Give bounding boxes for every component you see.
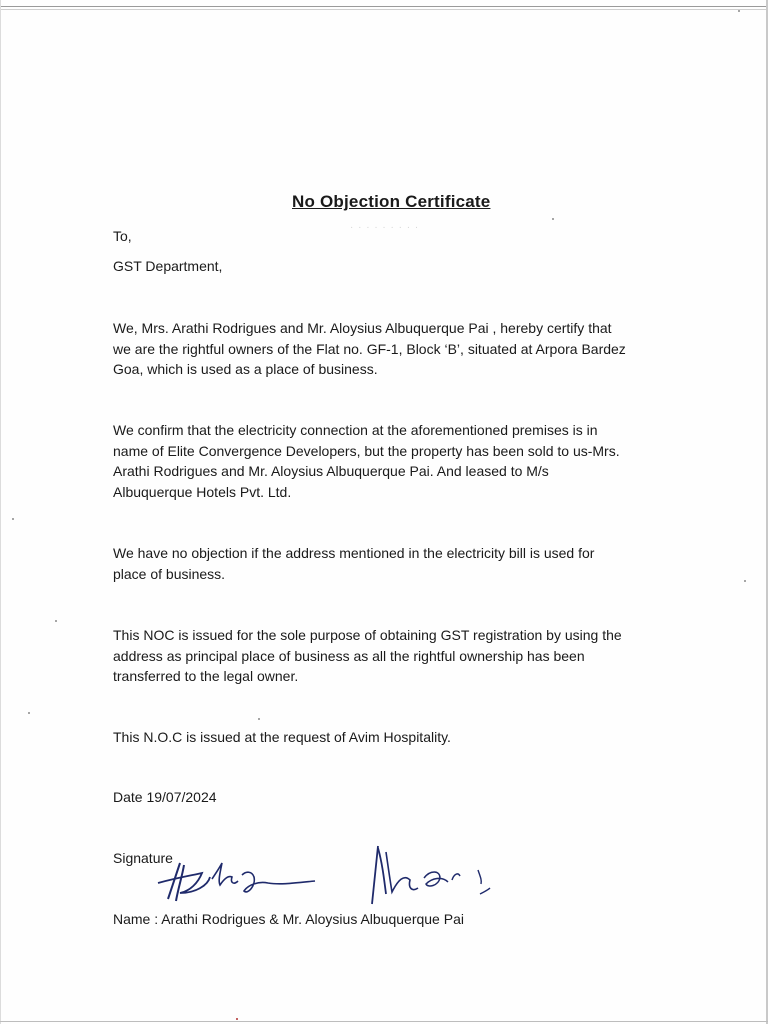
scan-speck [738, 10, 740, 12]
signatory-names: Name : Arathi Rodrigues & Mr. Aloysius Albuquerque Pai [113, 911, 464, 927]
scan-speck [744, 580, 746, 582]
scan-speck [258, 718, 260, 720]
signature-label: Signature [113, 850, 173, 866]
scan-speck [12, 518, 14, 520]
paragraph-request: This N.O.C is issued at the request of Avim Hospitality. [113, 729, 451, 745]
paragraph-purpose: This NOC is issued for the sole purpose of obtaining GST registration by using the address as principal place of business as all the rightful ownership has been transferred to the legal owner. [113, 627, 622, 684]
paragraph-certification: We, Mrs. Arathi Rodrigues and Mr. Aloysius Albuquerque Pai , hereby certify that we are the rightful owners of the Flat no. GF-1, Block ‘B’, situated at Arpora Bardez Goa, which is used as a place of business. [113, 320, 626, 377]
signature-arathi-rodrigues [150, 855, 325, 905]
document-date: Date 19/07/2024 [113, 789, 217, 805]
scan-speck [28, 712, 30, 714]
signature-aloysius-albuquerque-pai [368, 840, 493, 910]
scan-border-top-inner [0, 9, 768, 10]
paragraph-no-objection: We have no objection if the address mentioned in the electricity bill is used for place of business. [113, 545, 595, 582]
addressee: GST Department, [113, 258, 223, 274]
scan-border-top [0, 6, 768, 7]
scan-speck [552, 218, 554, 220]
paragraph-electricity: We confirm that the electricity connection at the aforementioned premises is in name of Elite Convergence Developers, but the property has been sold to us-Mrs. Arathi Rodrigues and Mr. Aloysius Albuquerque Pai. And leased to M/s Albuquerque Hotels Pvt. Ltd. [113, 422, 620, 500]
document-title: No Objection Certificate [292, 192, 491, 211]
scan-border-bottom [0, 1021, 768, 1022]
salutation-to: To, [113, 228, 132, 244]
faint-bleed-through: · · · · · · · · · [350, 222, 420, 233]
scan-speck [236, 1018, 238, 1020]
scan-speck [55, 620, 57, 622]
scan-border-left [0, 0, 1, 1024]
